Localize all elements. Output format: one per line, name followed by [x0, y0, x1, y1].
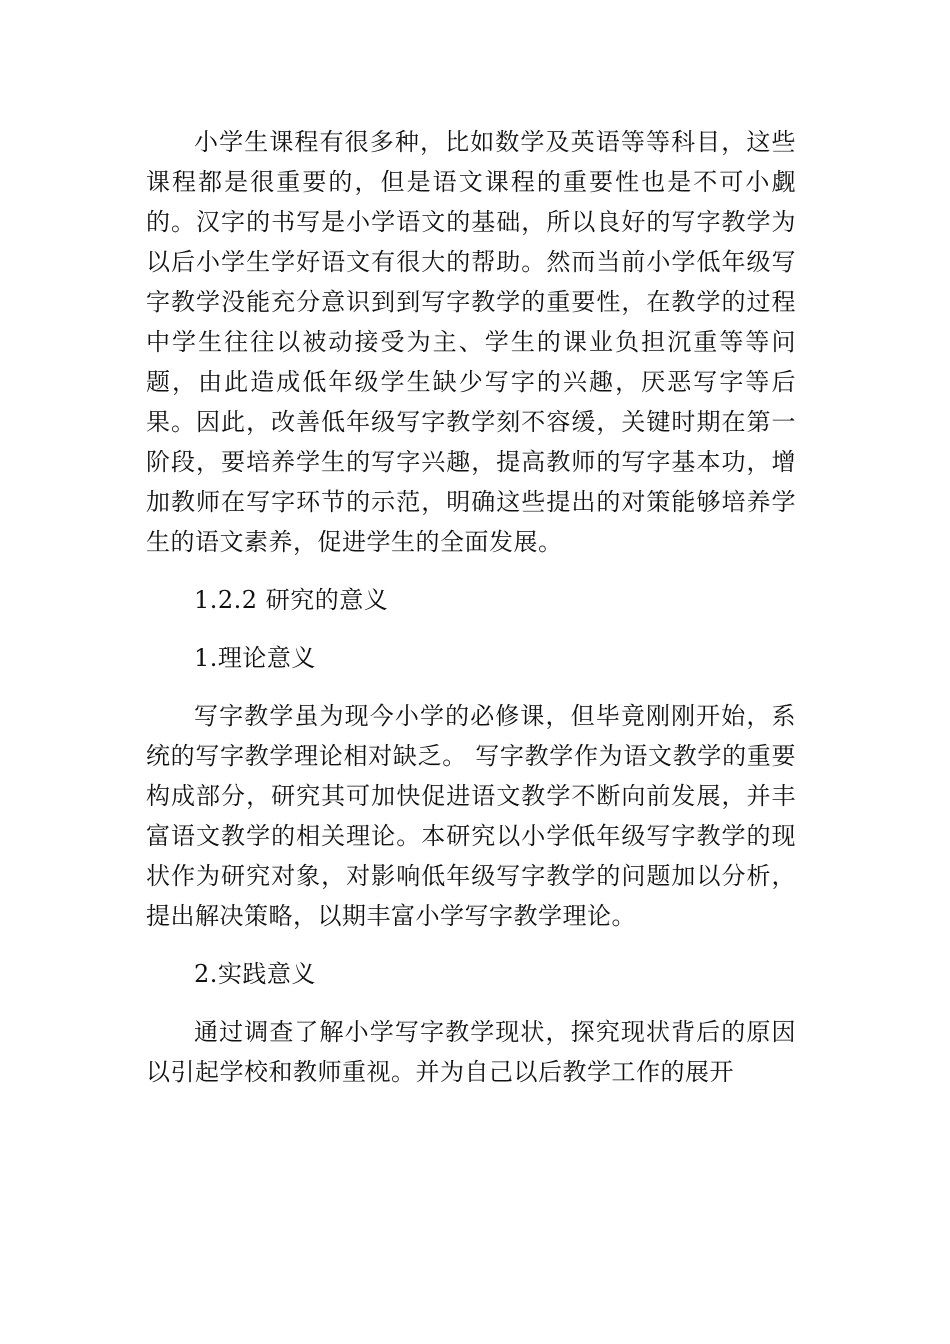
subheading-theoretical: 1.理论意义	[194, 644, 316, 672]
paragraph-spacer	[146, 620, 796, 638]
paragraph-spacer	[146, 562, 796, 580]
section-heading: 1.2.2 研究的意义	[194, 586, 389, 614]
body-paragraph-practical: 通过调查了解小学写字教学现状，探究现状背后的原因以引起学校和教师重视。并为自己以后教学工作的展开	[146, 1018, 796, 1086]
body-paragraph-theoretical: 写字教学虽为现今小学的必修课，但毕竟刚刚开始，系统的写字教学理论相对缺乏。 写字教学作为语文教学的重要构成部分，研究其可加快促进语文教学不断向前发展，并丰富语文教学的相关理论。本研究以小学低年级写字教学的现状作为研究对象，对影响低年级写字教学的问题加以分析，提出解决策略，以期丰富小学写字教学理论。	[146, 702, 796, 930]
subheading-practical: 2.实践意义	[194, 960, 316, 988]
body-paragraph-background: 小学生课程有很多种，比如数学及英语等等科目，这些课程都是很重要的，但是语文课程的重要性也是不可小觑的。汉字的书写是小学语文的基础，所以良好的写字教学为以后小学生学好语文有很大的帮助。然而当前小学低年级写字教学没能充分意识到到写字教学的重要性，在教学的过程中学生往往以被动接受为主、学生的课业负担沉重等等问题，由此造成低年级学生缺少写字的兴趣，厌恶写字等后果。因此，改善低年级写字教学刻不容缓，关键时期在第一阶段，要培养学生的写字兴趣，提高教师的写字基本功，增加教师在写字环节的示范，明确这些提出的对策能够培养学生的语文素养，促进学生的全面发展。	[146, 128, 796, 556]
document-body	[146, 122, 796, 1092]
paragraph-spacer	[146, 936, 796, 954]
paragraph-spacer	[146, 678, 796, 696]
paragraph-spacer	[146, 994, 796, 1012]
